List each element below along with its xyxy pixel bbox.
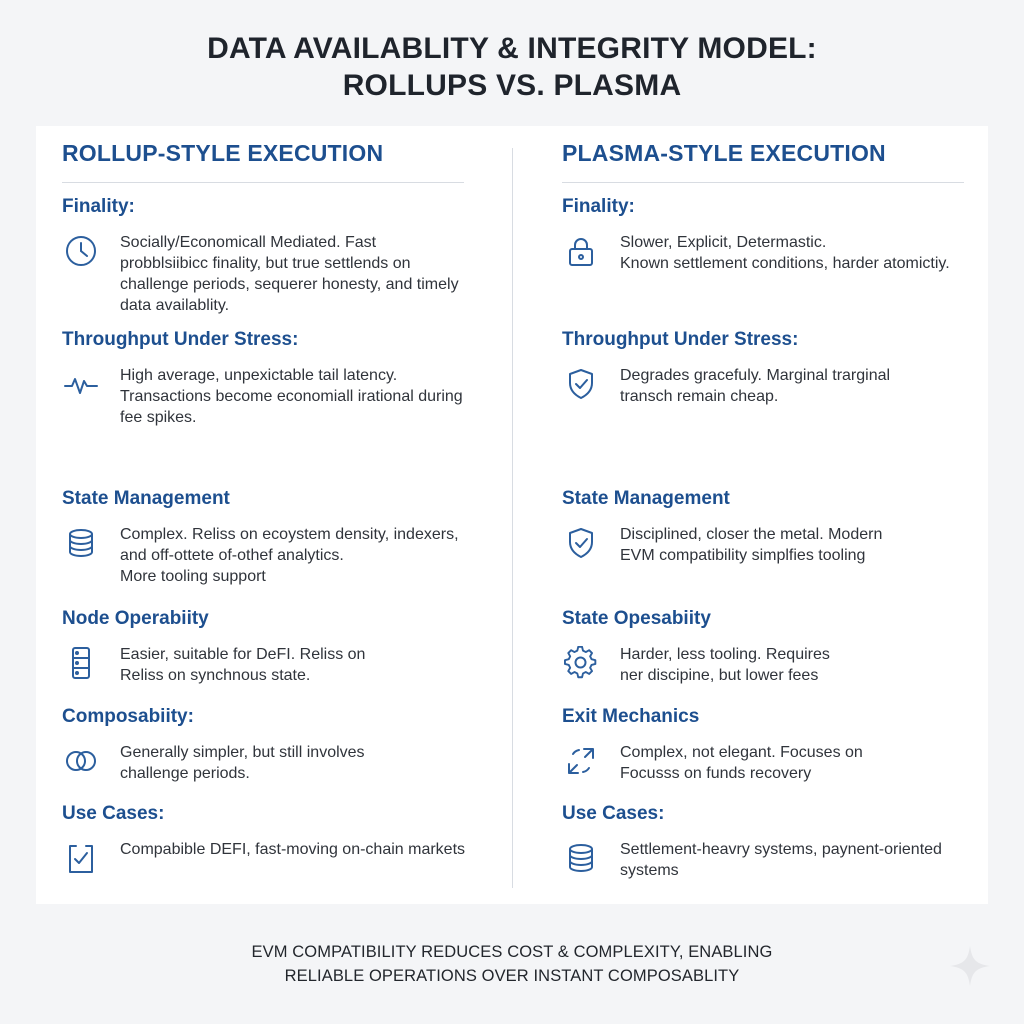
- section-text: Socially/Economicall Mediated. Fast probblsiibicc finality, but true settlends on challenge periods, sequerer honesty, and timely data availablity.: [120, 234, 459, 314]
- plasma-section-finality: [562, 194, 1002, 274]
- section-title: Exit Mechanics: [562, 706, 700, 727]
- rollup-section-throughput: [62, 327, 502, 428]
- rollup-section-state: [62, 486, 502, 587]
- section-text: Harder, less tooling. Requires ner discipine, but lower fees: [620, 646, 830, 684]
- section-title: Finality:: [62, 196, 135, 217]
- section-text: Easier, suitable for DeFI. Reliss on Reliss on synchnous state.: [120, 646, 366, 684]
- heading-divider: [562, 182, 964, 183]
- link-rings-icon: [64, 744, 98, 778]
- footer-line-2: RELIABLE OPERATIONS OVER INSTANT COMPOSABLITY: [284, 967, 740, 985]
- rollup-section-composability: [62, 704, 502, 784]
- section-title: Use Cases:: [562, 803, 665, 824]
- section-title: State Opesabiity: [562, 608, 711, 629]
- rollup-section-finality: [62, 194, 502, 316]
- clock-icon: [64, 234, 98, 268]
- section-text: Complex, not elegant. Focuses on Focusss on funds recovery: [620, 744, 863, 782]
- page-title: [0, 30, 1024, 104]
- section-text: Degrades gracefuly. Marginal trarginal transch remain cheap.: [620, 367, 891, 405]
- footer-line-1: EVM COMPATIBILITY REDUCES COST & COMPLEXITY, ENABLING: [251, 943, 773, 961]
- heading-divider: [62, 182, 464, 183]
- section-text: Settlement-heavry systems, paynent-oriented systems: [620, 841, 942, 879]
- database-icon: [64, 526, 98, 560]
- shield-check-icon: [564, 367, 598, 401]
- section-title: Composabiity:: [62, 706, 194, 727]
- section-title: Throughput Under Stress:: [562, 329, 799, 350]
- footer-note: [0, 940, 1024, 988]
- lock-icon: [564, 234, 598, 268]
- column-divider: [512, 148, 513, 888]
- sparkle-icon: [948, 944, 992, 988]
- title-line-1: DATA AVAILABLITY & INTEGRITY MODEL:: [207, 32, 817, 65]
- section-title: Use Cases:: [62, 803, 165, 824]
- plasma-section-throughput: [562, 327, 1002, 407]
- plasma-section-use-cases: [562, 801, 1002, 881]
- section-text: Generally simpler, but still involves challenge periods.: [120, 744, 365, 782]
- database-icon: [564, 841, 598, 875]
- gear-icon: [564, 646, 598, 680]
- plasma-section-state: [562, 486, 1002, 566]
- section-title: Node Operabiity: [62, 608, 209, 629]
- section-text: Compabible DEFI, fast-moving on-chain markets: [120, 841, 466, 858]
- exit-arrows-icon: [564, 744, 598, 778]
- pulse-icon: [64, 367, 98, 401]
- section-title: Throughput Under Stress:: [62, 329, 299, 350]
- shield-check-icon: [564, 526, 598, 560]
- checklist-icon: [64, 841, 98, 875]
- title-line-2: ROLLUPS VS. PLASMA: [342, 69, 682, 102]
- section-text: Complex. Reliss on ecoystem density, indexers, and off-ottete of-othef analytics. More tooling support: [120, 526, 459, 585]
- rollup-heading: ROLLUP-STYLE EXECUTION: [62, 140, 384, 166]
- rollup-column: [62, 126, 502, 904]
- plasma-section-exit: [562, 704, 1002, 784]
- rollup-section-use-cases: [62, 801, 502, 860]
- plasma-column: [562, 126, 1002, 904]
- section-text: Slower, Explicit, Determastic. Known settlement conditions, harder atomictiy.: [620, 234, 950, 272]
- server-icon: [64, 646, 98, 680]
- section-text: High average, unpexictable tail latency. Transactions become economiall irational during fee spikes.: [120, 367, 463, 426]
- section-title: Finality:: [562, 196, 635, 217]
- comparison-card: [36, 126, 988, 904]
- plasma-heading: PLASMA-STYLE EXECUTION: [562, 140, 886, 166]
- section-title: State Management: [562, 488, 730, 509]
- plasma-section-operability: [562, 606, 1002, 686]
- section-title: State Management: [62, 488, 230, 509]
- rollup-section-node: [62, 606, 502, 686]
- section-text: Disciplined, closer the metal. Modern EVM compatibility simplfies tooling: [620, 526, 883, 564]
